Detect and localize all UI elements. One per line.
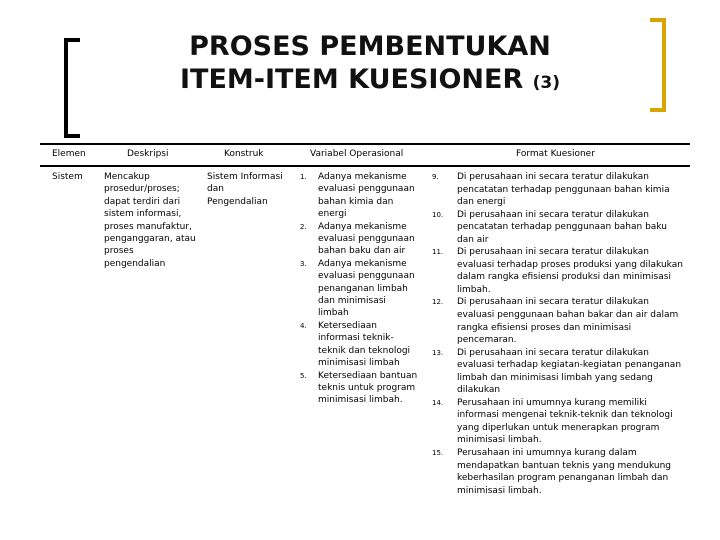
format-item-text: Di perusahaan ini secara teratur dilakukan pencatatan terhadap penggunaan bahan kimia dan energi <box>457 172 670 208</box>
format-item <box>432 296 684 346</box>
format-item-text: Perusahaan ini umumnya kurang dalam mendapatkan bantuan teknis yang mendukung keberhasilan program penanganan limbah dan minimisasi limbah. <box>457 448 672 496</box>
header-variabel-operasional: Variabel Operasional <box>310 149 404 159</box>
variabel-item-text: Ketersediaan bantuan teknis untuk program minimisasi limbah. <box>318 370 418 406</box>
cell-variabel-operasional <box>300 171 418 407</box>
right-bracket-decoration <box>650 18 666 112</box>
title-suffix: (3) <box>532 73 561 93</box>
variabel-item <box>300 320 418 370</box>
format-item <box>432 447 684 497</box>
format-item-number: 11. <box>432 248 444 257</box>
variabel-list <box>300 171 418 407</box>
header-konstruk: Konstruk <box>224 149 264 159</box>
variabel-item <box>300 370 418 407</box>
format-item <box>432 347 684 397</box>
title-line-2 <box>120 63 620 100</box>
cell-konstruk: Sistem Informasi dan Pengendalian <box>207 172 283 207</box>
format-item <box>432 209 684 247</box>
variabel-item <box>300 258 418 320</box>
slide-title <box>120 30 620 100</box>
variabel-item-number: 4. <box>300 321 307 330</box>
header-format-kuesioner: Format Kuesioner <box>516 149 595 159</box>
variabel-item-text: Adanya mekanisme evaluasi penggunaan bahan baku dan air <box>318 221 415 257</box>
cell-format-kuesioner <box>432 171 684 497</box>
cell-deskripsi: Mencakup prosedur/proses; dapat terdiri dari sistem informasi, proses manufaktur, penganggaran, atau proses pengendalian <box>104 172 196 269</box>
variabel-item-number: 1. <box>300 173 307 181</box>
title-line-2-text: ITEM-ITEM KUESIONER <box>179 64 524 95</box>
format-item-text: Di perusahaan ini secara teratur dilakukan evaluasi terhadap proses produksi yang dilakukan dalam rangka efisiensi produksi dan minimisasi limbah. <box>457 247 683 295</box>
variabel-item-text: Adanya mekanisme evaluasi penggunaan bahan kimia dan energi <box>318 172 415 220</box>
format-item-text: Di perusahaan ini secara teratur dilakukan evaluasi penggunaan bahan bakar dan air dalam rangka efisiensi proses dan minimisasi pencemaran. <box>457 297 679 346</box>
variabel-item-text: Ketersediaan informasi teknik-teknik dan teknologi minimisasi limbah <box>318 320 411 369</box>
format-list <box>432 171 684 497</box>
format-item-number: 13. <box>432 348 444 357</box>
format-item-number: 14. <box>432 398 444 407</box>
header-elemen: Elemen <box>52 149 86 159</box>
table-top-rule <box>40 143 690 145</box>
header-deskripsi: Deskripsi <box>127 149 169 159</box>
variabel-item-number: 3. <box>300 259 307 268</box>
variabel-item <box>300 221 418 258</box>
format-item <box>432 171 684 209</box>
format-item-number: 12. <box>432 298 444 307</box>
format-item-text: Perusahaan ini umumnya kurang memiliki informasi mengenai teknik-teknik dan teknologi yang diperlukan untuk menerapkan program minimisasi limbah. <box>457 397 673 446</box>
format-item <box>432 397 684 447</box>
format-item-number: 15. <box>432 449 444 458</box>
variabel-item <box>300 171 418 221</box>
table-header-rule <box>40 165 690 167</box>
title-line-1: PROSES PEMBENTUKAN <box>189 31 551 62</box>
variabel-item-text: Adanya mekanisme evaluasi penggunaan penanganan limbah dan minimisasi limbah <box>318 258 415 319</box>
variabel-item-number: 5. <box>300 371 307 380</box>
left-bracket-decoration <box>64 38 80 138</box>
format-item-number: 10. <box>432 210 444 219</box>
format-item-number: 9. <box>432 173 439 181</box>
format-item-text: Di perusahaan ini secara teratur dilakukan pencatatan terhadap penggunaan bahan baku dan air <box>457 209 667 245</box>
variabel-item-number: 2. <box>300 222 307 231</box>
format-item-text: Di perusahaan ini secara teratur dilakukan evaluasi terhadap kegiatan-kegiatan penanganan limbah dan minimisasi limbah yang sedang dilakukan <box>457 347 682 396</box>
format-item <box>432 246 684 296</box>
cell-elemen: Sistem <box>52 172 83 182</box>
